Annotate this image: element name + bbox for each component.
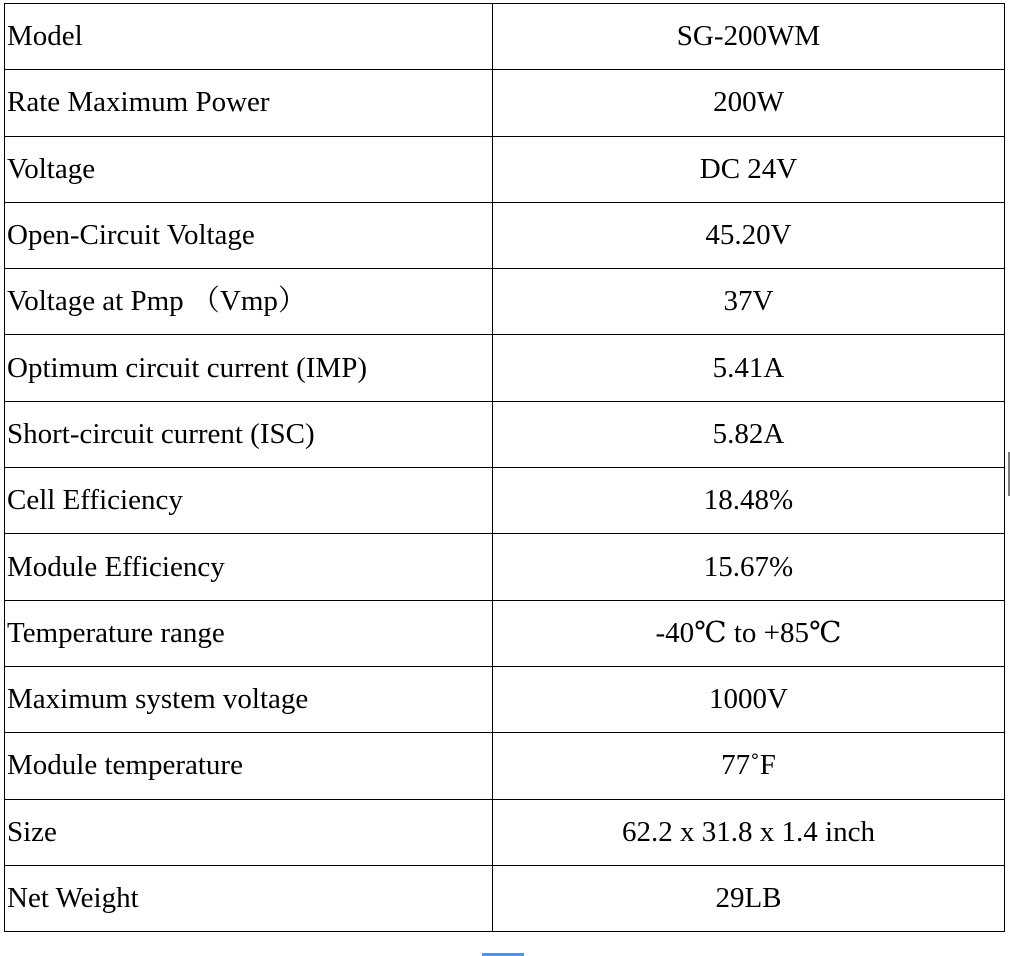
table-row xyxy=(5,799,1005,865)
spec-value: 5.82A xyxy=(493,401,1005,467)
spec-value: 1000V xyxy=(493,666,1005,732)
spec-label: Optimum circuit current (IMP) xyxy=(5,335,493,401)
table-row xyxy=(5,468,1005,534)
table-row xyxy=(5,733,1005,799)
spec-label: Module Efficiency xyxy=(5,534,493,600)
spec-label: Maximum system voltage xyxy=(5,666,493,732)
table-row xyxy=(5,865,1005,931)
spec-label: Short-circuit current (ISC) xyxy=(5,401,493,467)
table-row xyxy=(5,401,1005,467)
spec-label: Net Weight xyxy=(5,865,493,931)
spec-label: Voltage at Pmp （Vmp） xyxy=(5,269,493,335)
spec-label: Temperature range xyxy=(5,600,493,666)
spec-label: Rate Maximum Power xyxy=(5,70,493,136)
spec-value: 77˚F xyxy=(493,733,1005,799)
spec-value: 29LB xyxy=(493,865,1005,931)
table-row xyxy=(5,4,1005,70)
spec-label: Size xyxy=(5,799,493,865)
spec-value: -40℃ to +85℃ xyxy=(493,600,1005,666)
table-row xyxy=(5,666,1005,732)
table-row xyxy=(5,202,1005,268)
spec-value: 15.67% xyxy=(493,534,1005,600)
table-row xyxy=(5,70,1005,136)
spec-value: 37V xyxy=(493,269,1005,335)
spec-value: 18.48% xyxy=(493,468,1005,534)
spec-label: Model xyxy=(5,4,493,70)
spec-value: 200W xyxy=(493,70,1005,136)
spec-value: 5.41A xyxy=(493,335,1005,401)
spec-value: 62.2 x 31.8 x 1.4 inch xyxy=(493,799,1005,865)
table-row xyxy=(5,136,1005,202)
spec-value: DC 24V xyxy=(493,136,1005,202)
spec-table xyxy=(4,3,1005,932)
spec-value: 45.20V xyxy=(493,202,1005,268)
spec-label: Open-Circuit Voltage xyxy=(5,202,493,268)
spec-value: SG-200WM xyxy=(493,4,1005,70)
spec-label: Module temperature xyxy=(5,733,493,799)
table-row xyxy=(5,534,1005,600)
spec-label: Cell Efficiency xyxy=(5,468,493,534)
table-row xyxy=(5,600,1005,666)
table-row xyxy=(5,335,1005,401)
spec-label: Voltage xyxy=(5,136,493,202)
table-row xyxy=(5,269,1005,335)
